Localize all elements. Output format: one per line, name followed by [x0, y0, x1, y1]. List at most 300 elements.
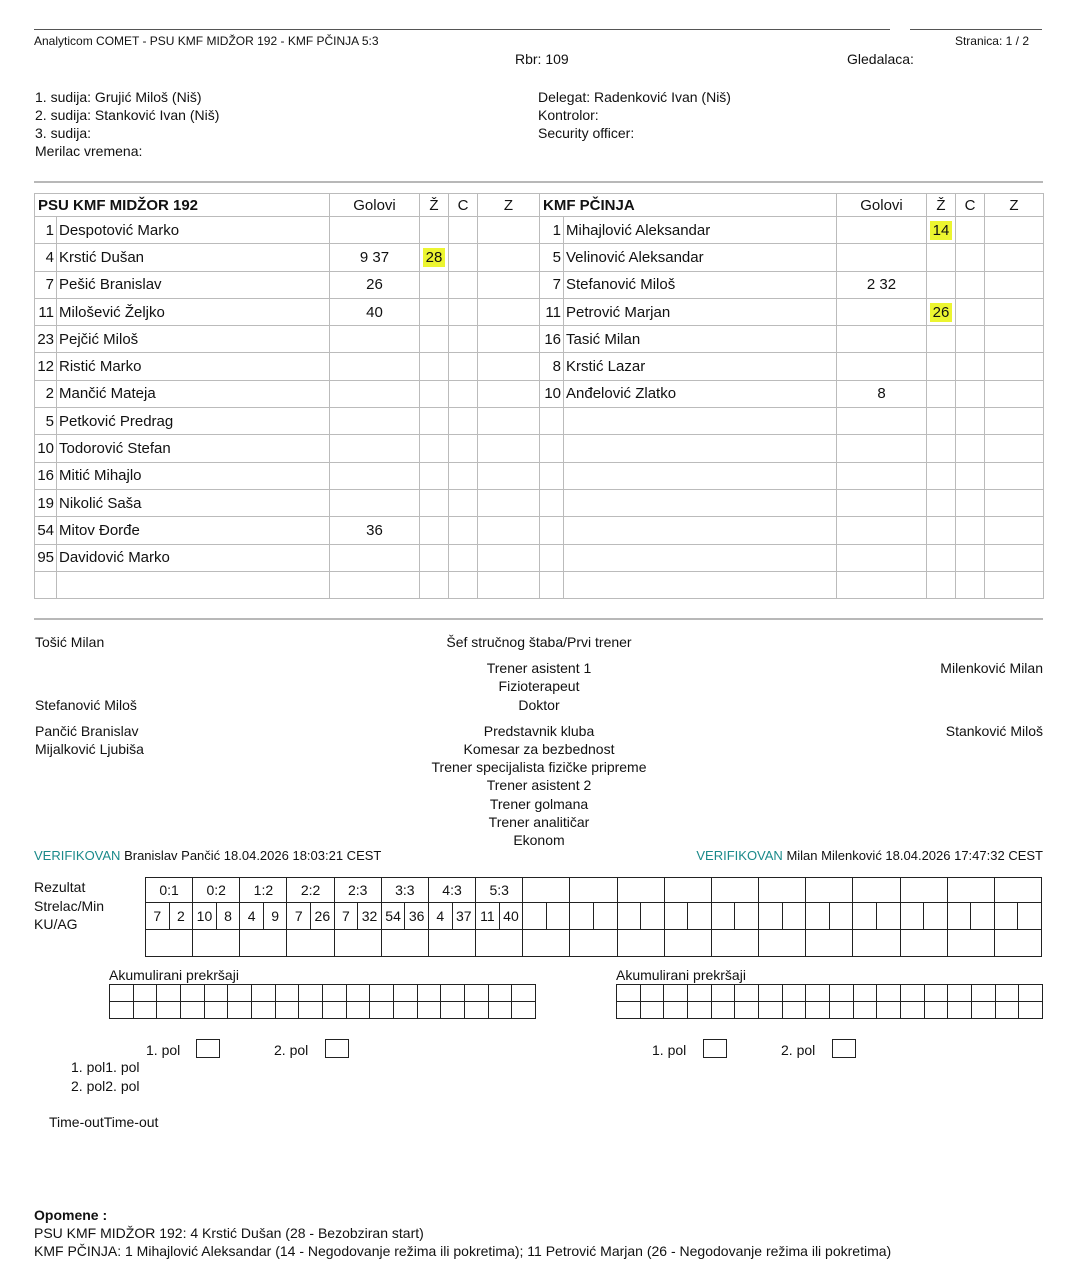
- ku-ag-cell: [428, 930, 475, 957]
- foul-cell[interactable]: [228, 985, 252, 1002]
- foul-cell[interactable]: [806, 985, 830, 1002]
- foul-cell[interactable]: [251, 985, 275, 1002]
- foul-cell[interactable]: [322, 985, 346, 1002]
- ku-ag-cell: [287, 930, 334, 957]
- foul-cell[interactable]: [512, 1002, 536, 1019]
- staff-role: Trener analitičar: [488, 814, 590, 830]
- player-number: 54: [35, 517, 57, 544]
- player-z: [478, 489, 540, 516]
- result-cell: [523, 878, 570, 903]
- player-yellow-card: [420, 244, 449, 271]
- player-name: [564, 517, 837, 544]
- staff-role: Predstavnik kluba: [483, 723, 595, 739]
- result-cell: 2:3: [334, 878, 381, 903]
- foul-cell[interactable]: [1019, 985, 1043, 1002]
- foul-cell[interactable]: [995, 1002, 1019, 1019]
- player-row: [35, 462, 540, 489]
- player-goals: [330, 544, 420, 571]
- player-name: [57, 571, 330, 598]
- home-second-half-label: 2. pol: [274, 1042, 309, 1058]
- player-z: [478, 571, 540, 598]
- note-away: KMF PČINJA: 1 Mihajlović Aleksandar (14 - Negodovanje režima ili pokretima); 11 Petrović Marjan (26 - Negodovanje režima ili pokretima): [34, 1243, 892, 1259]
- timeout-label: Time-outTime-out: [49, 1114, 159, 1130]
- score-progression-grid: [145, 877, 1042, 957]
- foul-cell[interactable]: [924, 1002, 948, 1019]
- top-rule-right: [910, 29, 1042, 30]
- player-z: [985, 544, 1044, 571]
- scorer-number: 11: [476, 903, 500, 930]
- foul-cell[interactable]: [512, 985, 536, 1002]
- player-z: [985, 326, 1044, 353]
- player-red-card: [449, 217, 478, 244]
- result-cell: [759, 878, 806, 903]
- player-number: [540, 571, 564, 598]
- player-goals: [330, 326, 420, 353]
- scorer-number: [711, 903, 735, 930]
- goal-minute: [593, 903, 617, 930]
- player-red-card: [449, 244, 478, 271]
- player-number: 8: [540, 353, 564, 380]
- top-rule-left: [34, 29, 890, 30]
- player-number: 10: [540, 380, 564, 407]
- goal-minute: [924, 903, 948, 930]
- goal-minute: [641, 903, 665, 930]
- player-red-card: [449, 571, 478, 598]
- player-goals: [330, 353, 420, 380]
- foul-cell[interactable]: [370, 985, 394, 1002]
- foul-cell[interactable]: [110, 985, 134, 1002]
- scorer-number: [617, 903, 641, 930]
- scorer-row: [146, 903, 1042, 930]
- player-row: [540, 544, 1044, 571]
- yellow-header: Ž: [927, 194, 956, 217]
- player-number: [540, 408, 564, 435]
- player-name: Petković Predrag: [57, 408, 330, 435]
- player-row: [540, 380, 1044, 407]
- scorer-number: [900, 903, 924, 930]
- player-goals: [330, 435, 420, 462]
- player-name: [564, 462, 837, 489]
- player-name: Ristić Marko: [57, 353, 330, 380]
- goals-header: Golovi: [330, 194, 420, 217]
- player-number: 12: [35, 353, 57, 380]
- player-number: 16: [35, 462, 57, 489]
- away-accumulated-fouls: [616, 984, 1043, 1019]
- foul-cell[interactable]: [640, 985, 664, 1002]
- match-number: Rbr: 109: [515, 51, 569, 67]
- ku-ag-label: KU/AG: [34, 916, 78, 932]
- player-z: [478, 408, 540, 435]
- player-yellow-card: [420, 298, 449, 325]
- foul-cell[interactable]: [157, 1002, 181, 1019]
- player-red-card: [449, 517, 478, 544]
- ku-ag-cell: [146, 930, 193, 957]
- player-number: 10: [35, 435, 57, 462]
- goal-minute: 26: [311, 903, 335, 930]
- player-red-card: [449, 298, 478, 325]
- player-z: [478, 380, 540, 407]
- foul-cell[interactable]: [228, 1002, 252, 1019]
- player-row: [35, 571, 540, 598]
- staff-role: Šef stručnog štaba/Prvi trener: [446, 634, 632, 650]
- foul-cell[interactable]: [735, 1002, 759, 1019]
- player-z: [985, 353, 1044, 380]
- player-red-card: [956, 435, 985, 462]
- result-cell: 3:3: [381, 878, 428, 903]
- result-cell: 4:3: [428, 878, 475, 903]
- player-yellow-card: [927, 489, 956, 516]
- goal-minute: [829, 903, 853, 930]
- player-name: [564, 408, 837, 435]
- foul-cell[interactable]: [924, 985, 948, 1002]
- player-number: 4: [35, 244, 57, 271]
- result-cell: [947, 878, 994, 903]
- verified-by: Branislav Pančić 18.04.2026 18:03:21 CEST: [124, 848, 382, 863]
- ku-ag-cell: [900, 930, 947, 957]
- red-header: C: [956, 194, 985, 217]
- player-z: [478, 435, 540, 462]
- player-yellow-card: [927, 517, 956, 544]
- referee-1: 1. sudija: Grujić Miloš (Niš): [35, 89, 202, 105]
- fouls-row: [617, 985, 1043, 1002]
- player-z: [985, 435, 1044, 462]
- player-name: Davidović Marko: [57, 544, 330, 571]
- player-red-card: [449, 462, 478, 489]
- player-name: Milošević Željko: [57, 298, 330, 325]
- staff-member-home: Tošić Milan: [35, 634, 105, 650]
- player-z: [985, 380, 1044, 407]
- home-first-half-label: 1. pol: [146, 1042, 181, 1058]
- foul-cell[interactable]: [948, 1002, 972, 1019]
- player-goals: [837, 353, 927, 380]
- foul-cell[interactable]: [877, 1002, 901, 1019]
- away-first-half-label: 1. pol: [652, 1042, 687, 1058]
- player-z: [478, 353, 540, 380]
- foul-cell[interactable]: [417, 1002, 441, 1019]
- foul-cell[interactable]: [464, 1002, 488, 1019]
- foul-cell[interactable]: [711, 1002, 735, 1019]
- home-fouls-title: Akumulirani prekršaji: [109, 967, 239, 983]
- player-red-card: [956, 298, 985, 325]
- away-team-name: KMF PČINJA: [540, 194, 837, 217]
- foul-cell[interactable]: [275, 1002, 299, 1019]
- player-yellow-card: [420, 271, 449, 298]
- foul-cell[interactable]: [617, 1002, 641, 1019]
- player-row: [540, 435, 1044, 462]
- section-divider-2: [34, 618, 1043, 620]
- ku-ag-cell: [334, 930, 381, 957]
- foul-cell[interactable]: [110, 1002, 134, 1019]
- referee-2: 2. sudija: Stanković Ivan (Niš): [35, 107, 220, 123]
- scorer-number: 10: [193, 903, 217, 930]
- scorer-number: [664, 903, 688, 930]
- foul-cell[interactable]: [664, 985, 688, 1002]
- player-z: [985, 408, 1044, 435]
- player-red-card: [449, 435, 478, 462]
- player-row: [35, 244, 540, 271]
- goal-minute: [876, 903, 900, 930]
- player-red-card: [956, 244, 985, 271]
- player-goals: [837, 544, 927, 571]
- foul-cell[interactable]: [488, 1002, 512, 1019]
- scorer-number: [570, 903, 594, 930]
- foul-cell[interactable]: [687, 1002, 711, 1019]
- foul-cell[interactable]: [687, 985, 711, 1002]
- player-row: [540, 298, 1044, 325]
- foul-cell[interactable]: [417, 985, 441, 1002]
- goal-minute: [1018, 903, 1042, 930]
- player-number: [540, 435, 564, 462]
- scorer-number: [994, 903, 1018, 930]
- result-label: Rezultat: [34, 879, 86, 895]
- ku-ag-cell: [476, 930, 523, 957]
- foul-cell[interactable]: [322, 1002, 346, 1019]
- player-goals: [837, 217, 927, 244]
- ku-ag-cell: [947, 930, 994, 957]
- result-cell: 0:1: [146, 878, 193, 903]
- foul-cell[interactable]: [488, 985, 512, 1002]
- player-name: Todorović Stefan: [57, 435, 330, 462]
- yellow-header: Ž: [420, 194, 449, 217]
- away-second-half-box[interactable]: [832, 1039, 856, 1058]
- foul-cell[interactable]: [782, 985, 806, 1002]
- player-name: Anđelović Zlatko: [564, 380, 837, 407]
- player-red-card: [956, 489, 985, 516]
- player-yellow-card: [927, 217, 956, 244]
- fouls-row: [110, 1002, 536, 1019]
- foul-cell[interactable]: [180, 1002, 204, 1019]
- player-number: 7: [540, 271, 564, 298]
- ku-ag-cell: [806, 930, 853, 957]
- delegate: Delegat: Radenković Ivan (Niš): [538, 89, 731, 105]
- foul-cell[interactable]: [393, 985, 417, 1002]
- staff-member-away: Milenković Milan: [940, 660, 1043, 676]
- foul-cell[interactable]: [251, 1002, 275, 1019]
- player-goals: [837, 517, 927, 544]
- z-header: Z: [985, 194, 1044, 217]
- foul-cell[interactable]: [806, 1002, 830, 1019]
- player-name: [564, 489, 837, 516]
- player-goals: [837, 298, 927, 325]
- player-row: [35, 435, 540, 462]
- player-row: [540, 489, 1044, 516]
- foul-cell[interactable]: [617, 985, 641, 1002]
- security-officer: Security officer:: [538, 125, 635, 141]
- player-yellow-card: [927, 271, 956, 298]
- player-goals: [330, 489, 420, 516]
- fouls-row: [617, 1002, 1043, 1019]
- result-cell: [617, 878, 664, 903]
- away-first-half-box[interactable]: [703, 1039, 727, 1058]
- player-z: [478, 517, 540, 544]
- player-goals: [330, 217, 420, 244]
- foul-cell[interactable]: [157, 985, 181, 1002]
- player-z: [478, 217, 540, 244]
- verification-home: [34, 847, 381, 864]
- foul-cell[interactable]: [204, 1002, 228, 1019]
- foul-cell[interactable]: [711, 985, 735, 1002]
- player-yellow-card: [420, 517, 449, 544]
- player-number: 95: [35, 544, 57, 571]
- player-yellow-card: [927, 326, 956, 353]
- foul-cell[interactable]: [735, 985, 759, 1002]
- foul-cell[interactable]: [441, 985, 465, 1002]
- player-z: [985, 217, 1044, 244]
- staff-role: Komesar za bezbednost: [463, 741, 615, 757]
- player-red-card: [449, 544, 478, 571]
- player-goals: 2 32: [837, 271, 927, 298]
- result-row: [146, 878, 1042, 903]
- player-red-card: [449, 408, 478, 435]
- player-yellow-card: [420, 571, 449, 598]
- player-z: [985, 571, 1044, 598]
- player-name: [564, 571, 837, 598]
- player-red-card: [449, 353, 478, 380]
- player-row: [35, 489, 540, 516]
- foul-cell[interactable]: [441, 1002, 465, 1019]
- foul-cell[interactable]: [829, 985, 853, 1002]
- foul-cell[interactable]: [829, 1002, 853, 1019]
- player-name: Mančić Mateja: [57, 380, 330, 407]
- foul-cell[interactable]: [464, 985, 488, 1002]
- player-number: 2: [35, 380, 57, 407]
- player-z: [985, 462, 1044, 489]
- document-title: Analyticom COMET - PSU KMF MIDŽOR 192 - KMF PČINJA 5:3: [34, 34, 379, 48]
- foul-cell[interactable]: [853, 985, 877, 1002]
- player-name: Krstić Lazar: [564, 353, 837, 380]
- player-red-card: [449, 380, 478, 407]
- staff-role: Fizioterapeut: [498, 678, 580, 694]
- player-number: 23: [35, 326, 57, 353]
- away-second-half-label: 2. pol: [781, 1042, 816, 1058]
- player-number: [540, 462, 564, 489]
- notes-title: Opomene :: [34, 1207, 108, 1223]
- player-name: Pešić Branislav: [57, 271, 330, 298]
- foul-cell[interactable]: [346, 985, 370, 1002]
- first-half-timeouts: 1. pol1. pol: [71, 1059, 140, 1075]
- ku-ag-cell: [193, 930, 240, 957]
- player-red-card: [956, 544, 985, 571]
- staff-member-home: Stefanović Miloš: [35, 697, 137, 713]
- foul-cell[interactable]: [664, 1002, 688, 1019]
- result-cell: 5:3: [476, 878, 523, 903]
- section-divider: [34, 181, 1043, 183]
- player-number: [540, 544, 564, 571]
- player-yellow-card: [420, 435, 449, 462]
- foul-cell[interactable]: [275, 985, 299, 1002]
- ku-ag-cell: [617, 930, 664, 957]
- player-number: [540, 517, 564, 544]
- player-red-card: [449, 326, 478, 353]
- player-row: [35, 408, 540, 435]
- foul-cell[interactable]: [877, 985, 901, 1002]
- ku-ag-cell: [853, 930, 900, 957]
- staff-role: Trener specijalista fizičke pripreme: [431, 759, 647, 775]
- player-red-card: [956, 517, 985, 544]
- player-goals: [837, 571, 927, 598]
- foul-cell[interactable]: [299, 985, 323, 1002]
- foul-cell[interactable]: [370, 1002, 394, 1019]
- player-number: 7: [35, 271, 57, 298]
- foul-cell[interactable]: [180, 985, 204, 1002]
- player-z: [478, 326, 540, 353]
- scorer-number: 54: [381, 903, 405, 930]
- player-yellow-card: [420, 462, 449, 489]
- player-row: [35, 380, 540, 407]
- player-yellow-card: [927, 353, 956, 380]
- player-name: Tasić Milan: [564, 326, 837, 353]
- player-goals: [837, 489, 927, 516]
- home-first-half-box[interactable]: [196, 1039, 220, 1058]
- player-yellow-card: [927, 380, 956, 407]
- ku-ag-cell: [570, 930, 617, 957]
- foul-cell[interactable]: [393, 1002, 417, 1019]
- scorer-number: [947, 903, 971, 930]
- officials-right: [538, 88, 731, 142]
- player-z: [985, 489, 1044, 516]
- foul-cell[interactable]: [758, 985, 782, 1002]
- goal-minute: 40: [499, 903, 523, 930]
- player-yellow-card: [927, 435, 956, 462]
- player-goals: [837, 408, 927, 435]
- foul-cell[interactable]: [133, 1002, 157, 1019]
- player-z: [478, 462, 540, 489]
- player-yellow-card: [420, 353, 449, 380]
- ku-ag-cell: [523, 930, 570, 957]
- player-row: [35, 217, 540, 244]
- player-row: [35, 544, 540, 571]
- player-row: [540, 353, 1044, 380]
- player-z: [478, 544, 540, 571]
- foul-cell[interactable]: [758, 1002, 782, 1019]
- scorer-number: [759, 903, 783, 930]
- foul-cell[interactable]: [346, 1002, 370, 1019]
- foul-cell[interactable]: [995, 985, 1019, 1002]
- player-yellow-card: [420, 408, 449, 435]
- player-row: [540, 462, 1044, 489]
- yellow-card-minute: 28: [423, 248, 446, 267]
- player-row: [35, 517, 540, 544]
- player-name: Krstić Dušan: [57, 244, 330, 271]
- player-name: Nikolić Saša: [57, 489, 330, 516]
- player-row: [540, 408, 1044, 435]
- foul-cell[interactable]: [204, 985, 228, 1002]
- player-row: [35, 353, 540, 380]
- foul-cell[interactable]: [299, 1002, 323, 1019]
- foul-cell[interactable]: [948, 985, 972, 1002]
- player-red-card: [449, 271, 478, 298]
- foul-cell[interactable]: [782, 1002, 806, 1019]
- player-name: Stefanović Miloš: [564, 271, 837, 298]
- goal-minute: 36: [405, 903, 429, 930]
- foul-cell[interactable]: [971, 985, 995, 1002]
- foul-cell[interactable]: [640, 1002, 664, 1019]
- player-number: 1: [35, 217, 57, 244]
- page-indicator: Stranica: 1 / 2: [954, 34, 1029, 48]
- foul-cell[interactable]: [853, 1002, 877, 1019]
- foul-cell[interactable]: [900, 985, 924, 1002]
- foul-cell[interactable]: [900, 1002, 924, 1019]
- player-goals: [837, 326, 927, 353]
- foul-cell[interactable]: [1019, 1002, 1043, 1019]
- goals-header: Golovi: [837, 194, 927, 217]
- player-red-card: [956, 326, 985, 353]
- foul-cell[interactable]: [971, 1002, 995, 1019]
- yellow-card-minute: 14: [930, 221, 953, 240]
- home-second-half-box[interactable]: [325, 1039, 349, 1058]
- staff-role: Ekonom: [513, 832, 565, 848]
- foul-cell[interactable]: [133, 985, 157, 1002]
